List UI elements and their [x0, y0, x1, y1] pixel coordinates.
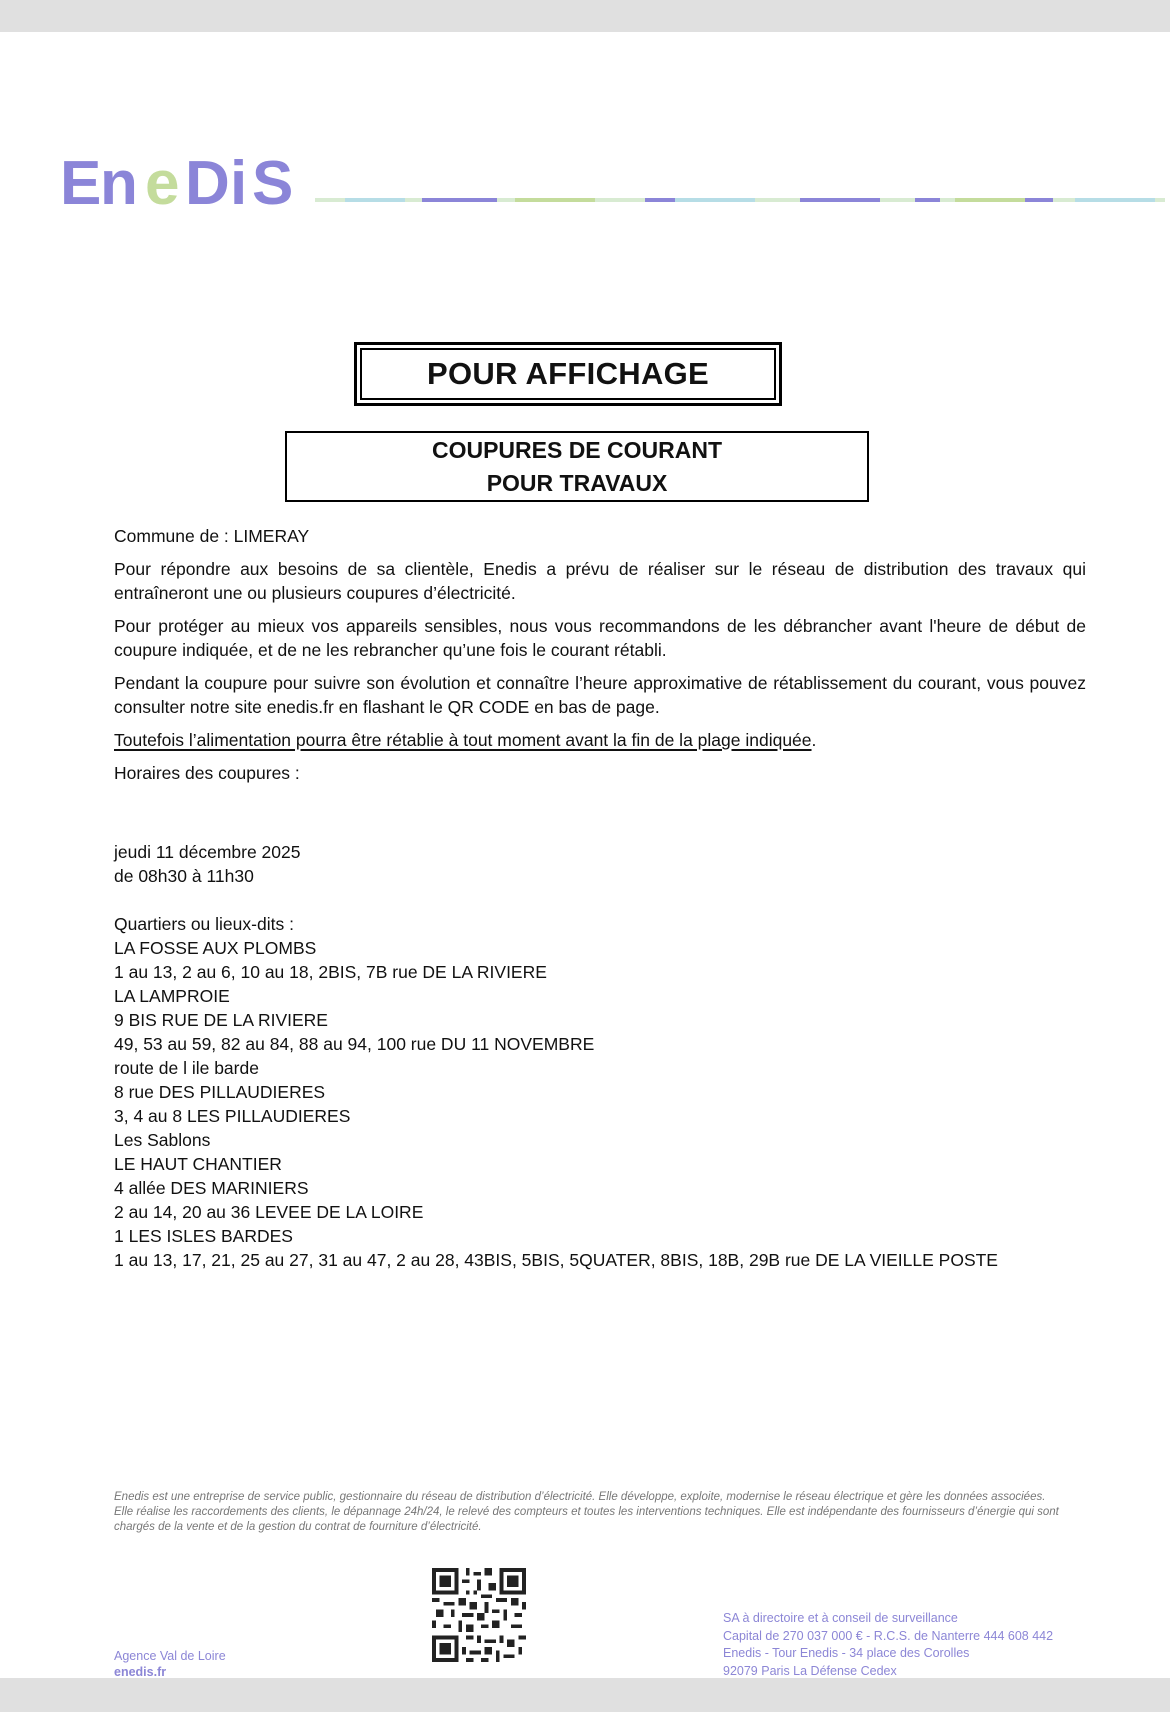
locations-list: [114, 912, 1086, 1272]
schedule-time: de 08h30 à 11h30: [114, 866, 254, 886]
footer-disclaimer: Enedis est une entreprise de service public, gestionnaire du réseau de distribution d’électricité. Elle développe, exploite, modernise le réseau électrique et gère les données associées. Elle réalise les raccordements des clients, le dépannage 24h/24, le relevé des compteurs et toutes les interventions techniques. Elle est indépendante des fournisseurs d’énergie qui sont chargés de la vente et de la gestion du contrat de fourniture d’électricité.: [114, 1491, 1059, 1533]
subtitle-line-2: POUR TRAVAUX: [486, 469, 668, 496]
list-item: 2 au 14, 20 au 36 LEVEE DE LA LOIRE: [114, 1202, 424, 1222]
paragraph-tracking: Pendant la coupure pour suivre son évolution et connaître l’heure approximative de rétablissement du courant, vous pouvez consulter notre site enedis.fr en flashant le QR CODE en bas de page.: [114, 673, 1086, 717]
site-link[interactable]: enedis.fr: [114, 1665, 167, 1679]
list-item: 1 LES ISLES BARDES: [114, 1226, 293, 1246]
svg-text:e: e: [145, 154, 178, 210]
legal-block: [723, 1610, 1053, 1680]
legal-line: Enedis - Tour Enedis - 34 place des Corolles: [723, 1646, 970, 1660]
legal-line: SA à directoire et à conseil de surveillance: [723, 1611, 958, 1625]
subtitle-line-1: COUPURES DE COURANT: [431, 436, 723, 463]
subtitle-box: [285, 431, 869, 502]
qr-code-icon[interactable]: [432, 1568, 526, 1662]
commune-line: Commune de : LIMERAY: [114, 526, 310, 546]
list-item: 1 au 13, 17, 21, 25 au 27, 31 au 47, 2 au 28, 43BIS, 5BIS, 5QUATER, 8BIS, 18B, 29B rue DE LA VIEILLE POSTE: [114, 1250, 998, 1270]
list-item: 49, 53 au 59, 82 au 84, 88 au 94, 100 rue DU 11 NOVEMBRE: [114, 1034, 595, 1054]
list-item: Les Sablons: [114, 1130, 211, 1150]
title-label: POUR AFFICHAGE: [360, 348, 776, 400]
schedule-label: Horaires des coupures :: [114, 763, 300, 783]
locations-label: Quartiers ou lieux-dits :: [114, 914, 294, 934]
legal-line: 92079 Paris La Défense Cedex: [723, 1663, 897, 1678]
schedule-date: jeudi 11 décembre 2025: [114, 842, 301, 862]
enedis-logo: [60, 154, 310, 210]
svg-text:E: E: [60, 154, 100, 210]
notice-body: [114, 524, 1086, 1272]
agency-block: [114, 1648, 226, 1680]
agency-name: Agence Val de Loire: [114, 1649, 226, 1663]
document-page: [0, 32, 1170, 1678]
title-box: [354, 342, 782, 406]
schedule-block: [114, 840, 1086, 888]
paragraph-protection: Pour protéger au mieux vos appareils sensibles, nous vous recommandons de les débrancher avant l'heure de début de coupure indiquée, et de ne les rebrancher qu’une fois le courant rétabli.: [114, 616, 1086, 660]
svg-text:S: S: [252, 154, 292, 210]
list-item: 9 BIS RUE DE LA RIVIERE: [114, 1010, 328, 1030]
svg-text:n: n: [100, 154, 136, 210]
svg-text:D: D: [185, 154, 228, 210]
notice-underlined: Toutefois l’alimentation pourra être rétablie à tout moment avant la fin de la plage indiquée: [114, 730, 812, 750]
list-item: LE HAUT CHANTIER: [114, 1154, 282, 1174]
list-item: route de l ile barde: [114, 1058, 259, 1078]
legal-line: Capital de 270 037 000 € - R.C.S. de Nanterre 444 608 442: [723, 1628, 1054, 1643]
list-item: 1 au 13, 2 au 6, 10 au 18, 2BIS, 7B rue DE LA RIVIERE: [114, 962, 547, 982]
notice-line: [114, 728, 1086, 752]
list-item: 3, 4 au 8 LES PILLAUDIERES: [114, 1106, 351, 1126]
list-item: 8 rue DES PILLAUDIERES: [114, 1082, 326, 1102]
paragraph-intro: Pour répondre aux besoins de sa clientèle, Enedis a prévu de réaliser sur le réseau de distribution des travaux qui entraîneront une ou plusieurs coupures d’électricité.: [114, 559, 1086, 603]
list-item: 4 allée DES MARINIERS: [114, 1178, 309, 1198]
list-item: LA LAMPROIE: [114, 986, 230, 1006]
header-decorative-line: [315, 198, 1165, 202]
svg-text:i: i: [230, 154, 246, 210]
notice-period: .: [811, 730, 817, 750]
list-item: LA FOSSE AUX PLOMBS: [114, 938, 317, 958]
